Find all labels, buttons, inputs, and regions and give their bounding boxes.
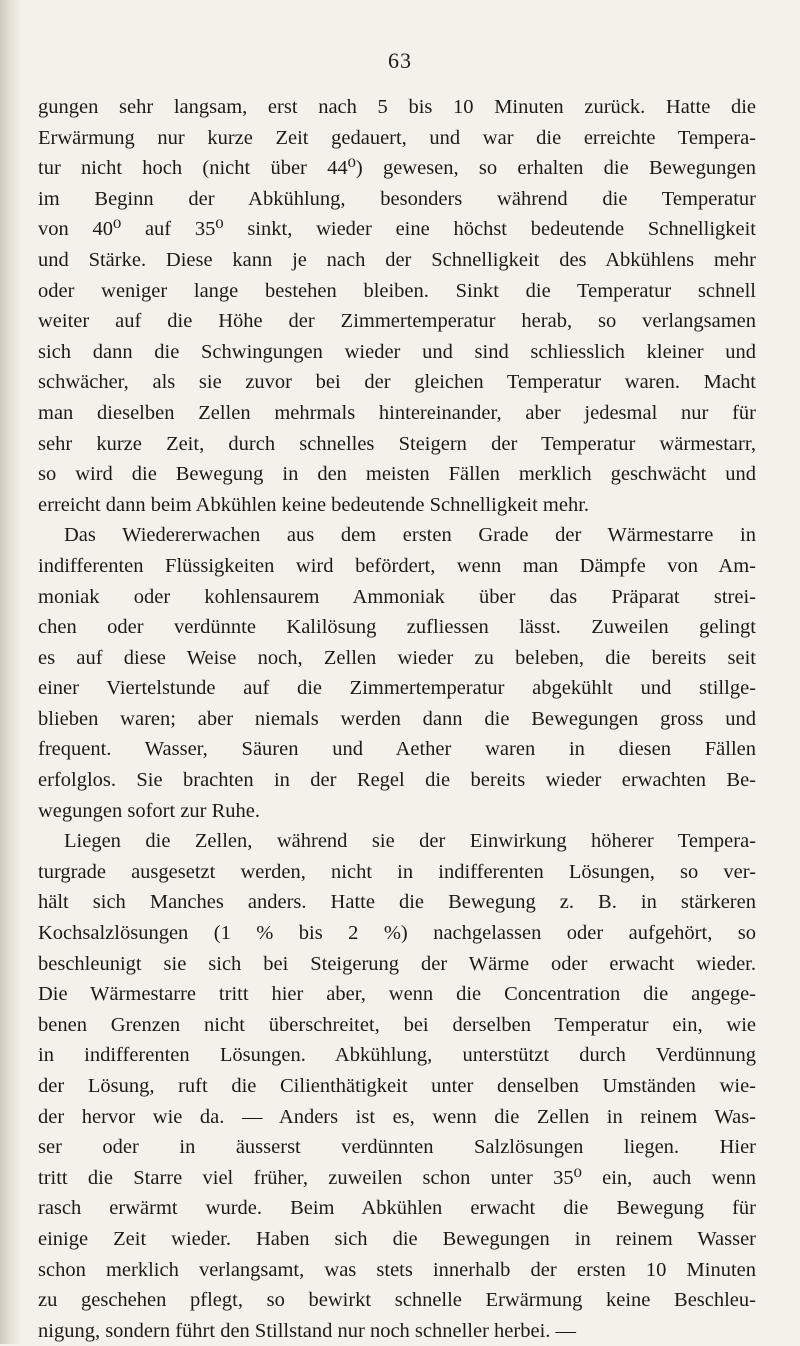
text-line: Die Wärmestarre tritt hier aber, wenn die Concentration die angege- <box>38 983 756 1006</box>
text-line: frequent. Wasser, Säuren und Aether waren in diesen Fällen <box>38 738 756 761</box>
text-line: turgrade ausgesetzt werden, nicht in indifferenten Lösungen, so ver- <box>38 860 756 883</box>
text-line: und Stärke. Diese kann je nach der Schnelligkeit des Abkühlens mehr <box>38 248 756 271</box>
text-line: in indifferenten Lösungen. Abkühlung, unterstützt durch Verdünnung <box>38 1044 756 1067</box>
text-line: chen oder verdünnte Kalilösung zufliessen lässt. Zuweilen gelingt <box>38 616 756 639</box>
text-line: einige Zeit wieder. Haben sich die Bewegungen in reinem Wasser <box>38 1227 756 1250</box>
text-line: benen Grenzen nicht überschreitet, bei derselben Temperatur ein, wie <box>38 1013 756 1036</box>
text-line: von 40⁰ auf 35⁰ sinkt, wieder eine höchst bedeutende Schnelligkeit <box>38 218 756 241</box>
text-line: wegungen sofort zur Ruhe. <box>38 799 261 822</box>
text-line: moniak oder kohlensaurem Ammoniak über das Präparat strei- <box>38 585 756 608</box>
text-line: schon merklich verlangsamt, was stets innerhalb der ersten 10 Minuten <box>38 1258 756 1281</box>
text-line: oder weniger lange bestehen bleiben. Sinkt die Temperatur schnell <box>38 279 756 302</box>
text-line: sehr kurze Zeit, durch schnelles Steigern der Temperatur wärmestarr, <box>38 432 756 455</box>
text-line: Das Wiedererwachen aus dem ersten Grade der Wärmestarre in <box>64 524 756 547</box>
text-line: indifferenten Flüssigkeiten wird befördert, wenn man Dämpfe von Am- <box>38 554 756 577</box>
text-line: zu geschehen pflegt, so bewirkt schnelle Erwärmung keine Beschleu- <box>38 1289 756 1312</box>
text-line: gungen sehr langsam, erst nach 5 bis 10 Minuten zurück. Hatte die <box>38 96 756 118</box>
text-line: blieben waren; aber niemals werden dann die Bewegungen gross und <box>38 707 756 730</box>
text-line: so wird die Bewegung in den meisten Fällen merklich geschwächt und <box>38 463 756 486</box>
text-line: einer Viertelstunde auf die Zimmertemperatur abgekühlt und stillge- <box>38 677 756 700</box>
text-line: Kochsalzlösungen (1 % bis 2 %) nachgelassen oder aufgehört, so <box>38 922 756 945</box>
text-line: tur nicht hoch (nicht über 44⁰) gewesen, so erhalten die Bewegungen <box>38 157 756 180</box>
text-line: es auf diese Weise noch, Zellen wieder zu beleben, die bereits seit <box>38 646 756 669</box>
text-line: hält sich Manches anders. Hatte die Bewegung z. B. in stärkeren <box>38 891 756 914</box>
text-line: rasch erwärmt wurde. Beim Abkühlen erwacht die Bewegung für <box>38 1197 756 1220</box>
text-line: der hervor wie da. — Anders ist es, wenn die Zellen in reinem Was- <box>38 1105 756 1128</box>
text-line: Liegen die Zellen, während sie der Einwirkung höherer Tempera- <box>64 830 756 853</box>
text-line: schwächer, als sie zuvor bei der gleichen Temperatur waren. Macht <box>38 371 756 394</box>
text-line: weiter auf die Höhe der Zimmertemperatur herab, so verlangsamen <box>38 310 756 333</box>
body-text <box>38 92 756 1346</box>
text-line: tritt die Starre viel früher, zuweilen schon unter 35⁰ ein, auch wenn <box>38 1166 756 1189</box>
text-line: erfolglos. Sie brachten in der Regel die bereits wieder erwachten Be- <box>38 769 756 792</box>
text-line: der Lösung, ruft die Cilienthätigkeit unter denselben Umständen wie- <box>38 1075 756 1097</box>
text-line: im Beginn der Abkühlung, besonders während die Temperatur <box>38 187 756 210</box>
text-line: nigung, sondern führt den Stillstand nur noch schneller herbei. — <box>38 1319 577 1342</box>
binding-gutter <box>0 0 22 1344</box>
text-line: beschleunigt sie sich bei Steigerung der Wärme oder erwacht wieder. <box>38 952 756 975</box>
text-line: Erwärmung nur kurze Zeit gedauert, und war die erreichte Tempera- <box>38 126 756 149</box>
text-line: sich dann die Schwingungen wieder und sind schliesslich kleiner und <box>38 340 756 363</box>
text-line: man dieselben Zellen mehrmals hintereinander, aber jedesmal nur für <box>38 401 756 424</box>
page-number: 63 <box>388 48 412 73</box>
text-line: erreicht dann beim Abkühlen keine bedeutende Schnelligkeit mehr. <box>38 493 590 516</box>
text-line: ser oder in äusserst verdünnten Salzlösungen liegen. Hier <box>38 1136 756 1159</box>
